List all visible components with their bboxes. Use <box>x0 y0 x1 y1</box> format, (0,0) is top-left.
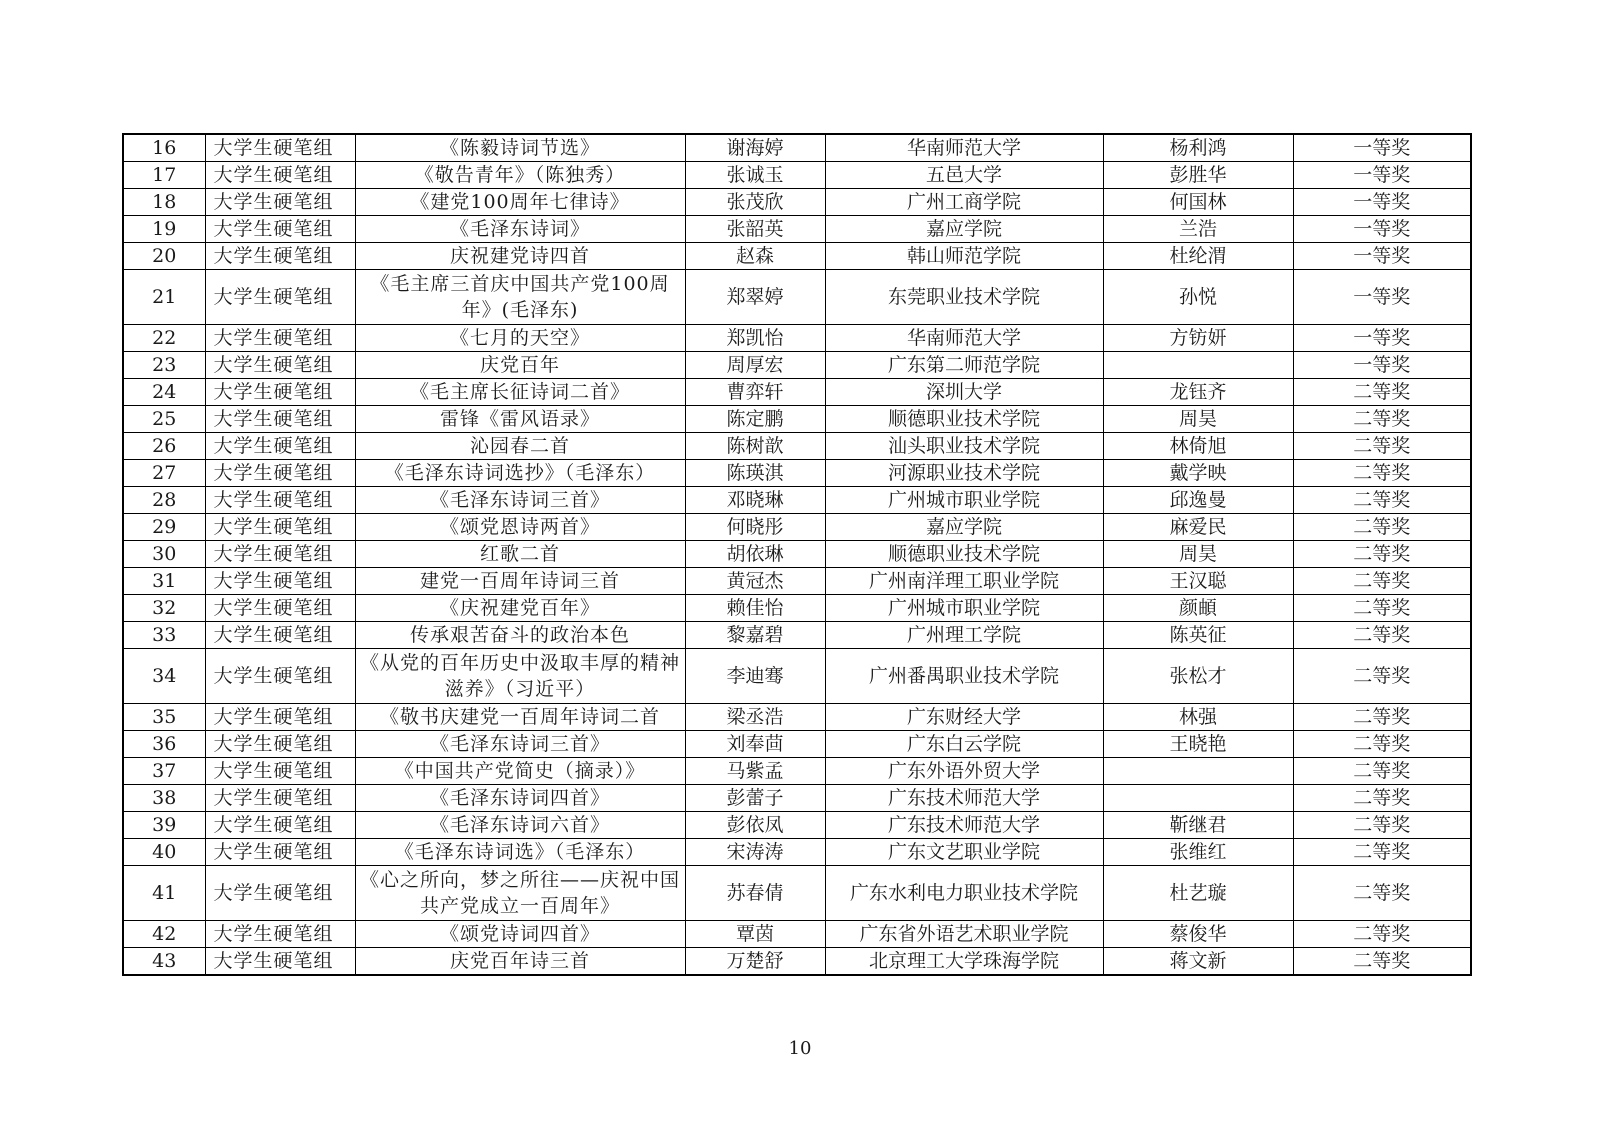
cell-school: 广东省外语艺术职业学院 <box>825 921 1103 948</box>
cell-award: 二等奖 <box>1293 649 1471 704</box>
cell-group: 大学生硬笔组 <box>205 325 355 352</box>
cell-author: 万楚舒 <box>685 948 825 976</box>
cell-school: 广州南洋理工职业学院 <box>825 568 1103 595</box>
cell-author: 邓晓琳 <box>685 487 825 514</box>
table-row <box>123 541 1471 568</box>
cell-group: 大学生硬笔组 <box>205 243 355 270</box>
cell-award: 二等奖 <box>1293 948 1471 976</box>
cell-author: 张诚玉 <box>685 162 825 189</box>
cell-award: 二等奖 <box>1293 704 1471 731</box>
cell-author: 黎嘉碧 <box>685 622 825 649</box>
cell-work-title: 《毛主席三首庆中国共产党100周年》(毛泽东) <box>355 270 685 325</box>
table-row <box>123 406 1471 433</box>
cell-school: 华南师范大学 <box>825 134 1103 162</box>
cell-number: 22 <box>123 325 205 352</box>
cell-group: 大学生硬笔组 <box>205 460 355 487</box>
cell-teacher: 陈英征 <box>1103 622 1293 649</box>
cell-teacher <box>1103 758 1293 785</box>
cell-number: 28 <box>123 487 205 514</box>
cell-author: 张韶英 <box>685 216 825 243</box>
table-row <box>123 487 1471 514</box>
table-row <box>123 514 1471 541</box>
cell-award: 二等奖 <box>1293 514 1471 541</box>
cell-work-title: 红歌二首 <box>355 541 685 568</box>
cell-work-title: 建党一百周年诗词三首 <box>355 568 685 595</box>
cell-work-title: 《敬告青年》（陈独秀） <box>355 162 685 189</box>
cell-school: 广州城市职业学院 <box>825 487 1103 514</box>
cell-work-title: 《建党100周年七律诗》 <box>355 189 685 216</box>
table-row <box>123 189 1471 216</box>
cell-author: 周厚宏 <box>685 352 825 379</box>
cell-work-title: 《毛泽东诗词选抄》（毛泽东） <box>355 460 685 487</box>
cell-work-title: 《颂党恩诗两首》 <box>355 514 685 541</box>
cell-group: 大学生硬笔组 <box>205 921 355 948</box>
cell-group: 大学生硬笔组 <box>205 622 355 649</box>
cell-work-title: 《敬书庆建党一百周年诗词二首 <box>355 704 685 731</box>
table-row <box>123 325 1471 352</box>
table-row <box>123 162 1471 189</box>
cell-award: 二等奖 <box>1293 839 1471 866</box>
cell-group: 大学生硬笔组 <box>205 785 355 812</box>
cell-group: 大学生硬笔组 <box>205 568 355 595</box>
cell-author: 梁丞浩 <box>685 704 825 731</box>
cell-award: 二等奖 <box>1293 731 1471 758</box>
cell-school: 嘉应学院 <box>825 216 1103 243</box>
cell-work-title: 《毛泽东诗词三首》 <box>355 731 685 758</box>
cell-school: 广州城市职业学院 <box>825 595 1103 622</box>
cell-award: 一等奖 <box>1293 216 1471 243</box>
cell-award: 二等奖 <box>1293 921 1471 948</box>
cell-work-title: 《毛泽东诗词选》（毛泽东） <box>355 839 685 866</box>
cell-number: 36 <box>123 731 205 758</box>
table-row <box>123 622 1471 649</box>
cell-group: 大学生硬笔组 <box>205 379 355 406</box>
table-row <box>123 134 1471 162</box>
cell-award: 一等奖 <box>1293 243 1471 270</box>
cell-author: 陈定鹏 <box>685 406 825 433</box>
cell-award: 二等奖 <box>1293 433 1471 460</box>
cell-award: 一等奖 <box>1293 352 1471 379</box>
cell-teacher: 王汉聪 <box>1103 568 1293 595</box>
cell-work-title: 《毛泽东诗词》 <box>355 216 685 243</box>
cell-group: 大学生硬笔组 <box>205 270 355 325</box>
cell-teacher: 杜艺璇 <box>1103 866 1293 921</box>
cell-teacher: 蔡俊华 <box>1103 921 1293 948</box>
table-row <box>123 379 1471 406</box>
cell-school: 北京理工大学珠海学院 <box>825 948 1103 976</box>
cell-author: 曹弈轩 <box>685 379 825 406</box>
cell-teacher <box>1103 352 1293 379</box>
cell-work-title: 《从党的百年历史中汲取丰厚的精神滋养》（习近平） <box>355 649 685 704</box>
table-row <box>123 352 1471 379</box>
cell-work-title: 《庆祝建党百年》 <box>355 595 685 622</box>
table-row <box>123 270 1471 325</box>
page-number: 10 <box>788 1038 812 1059</box>
cell-work-title: 《陈毅诗词节选》 <box>355 134 685 162</box>
cell-group: 大学生硬笔组 <box>205 514 355 541</box>
cell-award: 一等奖 <box>1293 270 1471 325</box>
cell-group: 大学生硬笔组 <box>205 595 355 622</box>
cell-number: 20 <box>123 243 205 270</box>
cell-number: 33 <box>123 622 205 649</box>
cell-work-title: 《毛泽东诗词三首》 <box>355 487 685 514</box>
cell-work-title: 《毛主席长征诗词二首》 <box>355 379 685 406</box>
cell-number: 39 <box>123 812 205 839</box>
cell-number: 35 <box>123 704 205 731</box>
cell-school: 广东水利电力职业技术学院 <box>825 866 1103 921</box>
cell-school: 顺德职业技术学院 <box>825 541 1103 568</box>
cell-group: 大学生硬笔组 <box>205 487 355 514</box>
cell-author: 李迪骞 <box>685 649 825 704</box>
cell-number: 32 <box>123 595 205 622</box>
cell-author: 彭依凤 <box>685 812 825 839</box>
table-row <box>123 785 1471 812</box>
cell-teacher: 邱逸曼 <box>1103 487 1293 514</box>
cell-teacher: 戴学映 <box>1103 460 1293 487</box>
cell-work-title: 庆党百年 <box>355 352 685 379</box>
cell-work-title: 《毛泽东诗词四首》 <box>355 785 685 812</box>
cell-number: 21 <box>123 270 205 325</box>
cell-group: 大学生硬笔组 <box>205 839 355 866</box>
cell-number: 19 <box>123 216 205 243</box>
cell-school: 广州理工学院 <box>825 622 1103 649</box>
cell-teacher: 方钫妍 <box>1103 325 1293 352</box>
cell-number: 24 <box>123 379 205 406</box>
cell-group: 大学生硬笔组 <box>205 812 355 839</box>
cell-work-title: 庆祝建党诗四首 <box>355 243 685 270</box>
cell-group: 大学生硬笔组 <box>205 189 355 216</box>
cell-teacher: 龙钰齐 <box>1103 379 1293 406</box>
cell-teacher: 彭胜华 <box>1103 162 1293 189</box>
cell-number: 23 <box>123 352 205 379</box>
cell-number: 41 <box>123 866 205 921</box>
table-row <box>123 649 1471 704</box>
table-row <box>123 839 1471 866</box>
cell-author: 郑凯怡 <box>685 325 825 352</box>
cell-work-title: 庆党百年诗三首 <box>355 948 685 976</box>
cell-school: 五邑大学 <box>825 162 1103 189</box>
table-row <box>123 812 1471 839</box>
cell-group: 大学生硬笔组 <box>205 649 355 704</box>
cell-award: 二等奖 <box>1293 487 1471 514</box>
cell-author: 赵森 <box>685 243 825 270</box>
cell-number: 16 <box>123 134 205 162</box>
cell-school: 韩山师范学院 <box>825 243 1103 270</box>
cell-author: 覃茵 <box>685 921 825 948</box>
cell-school: 广东文艺职业学院 <box>825 839 1103 866</box>
cell-work-title: 《中国共产党简史（摘录）》 <box>355 758 685 785</box>
cell-group: 大学生硬笔组 <box>205 758 355 785</box>
cell-group: 大学生硬笔组 <box>205 134 355 162</box>
cell-number: 30 <box>123 541 205 568</box>
cell-work-title: 《毛泽东诗词六首》 <box>355 812 685 839</box>
cell-teacher: 颜頔 <box>1103 595 1293 622</box>
award-table <box>122 133 1472 976</box>
cell-number: 31 <box>123 568 205 595</box>
cell-author: 张茂欣 <box>685 189 825 216</box>
cell-number: 25 <box>123 406 205 433</box>
award-rows <box>123 134 1471 975</box>
cell-award: 二等奖 <box>1293 758 1471 785</box>
cell-award: 一等奖 <box>1293 189 1471 216</box>
cell-teacher: 周昊 <box>1103 406 1293 433</box>
cell-school: 华南师范大学 <box>825 325 1103 352</box>
cell-award: 二等奖 <box>1293 406 1471 433</box>
cell-school: 广东财经大学 <box>825 704 1103 731</box>
cell-number: 40 <box>123 839 205 866</box>
cell-teacher: 王晓艳 <box>1103 731 1293 758</box>
cell-author: 刘奉茴 <box>685 731 825 758</box>
cell-school: 深圳大学 <box>825 379 1103 406</box>
table-row <box>123 216 1471 243</box>
table-row <box>123 595 1471 622</box>
cell-school: 广东技术师范大学 <box>825 812 1103 839</box>
cell-author: 胡依琳 <box>685 541 825 568</box>
cell-teacher: 林强 <box>1103 704 1293 731</box>
cell-award: 二等奖 <box>1293 541 1471 568</box>
cell-teacher: 杨利鸿 <box>1103 134 1293 162</box>
cell-award: 一等奖 <box>1293 134 1471 162</box>
cell-teacher: 周昊 <box>1103 541 1293 568</box>
cell-award: 一等奖 <box>1293 162 1471 189</box>
cell-author: 谢海婷 <box>685 134 825 162</box>
cell-school: 广东第二师范学院 <box>825 352 1103 379</box>
table-row <box>123 921 1471 948</box>
cell-author: 马紫孟 <box>685 758 825 785</box>
cell-teacher: 兰浩 <box>1103 216 1293 243</box>
table-row <box>123 433 1471 460</box>
cell-group: 大学生硬笔组 <box>205 541 355 568</box>
cell-school: 广州番禺职业技术学院 <box>825 649 1103 704</box>
table-row <box>123 758 1471 785</box>
cell-author: 彭蕾子 <box>685 785 825 812</box>
cell-group: 大学生硬笔组 <box>205 216 355 243</box>
cell-number: 43 <box>123 948 205 976</box>
cell-number: 34 <box>123 649 205 704</box>
cell-work-title: 传承艰苦奋斗的政治本色 <box>355 622 685 649</box>
cell-award: 二等奖 <box>1293 866 1471 921</box>
table-row <box>123 460 1471 487</box>
table-row <box>123 948 1471 976</box>
cell-work-title: 《心之所向，梦之所往——庆祝中国共产党成立一百周年》 <box>355 866 685 921</box>
cell-work-title: 雷锋《雷风语录》 <box>355 406 685 433</box>
cell-teacher: 张松才 <box>1103 649 1293 704</box>
cell-number: 38 <box>123 785 205 812</box>
cell-work-title: 沁园春二首 <box>355 433 685 460</box>
cell-award: 一等奖 <box>1293 325 1471 352</box>
cell-author: 黄冠杰 <box>685 568 825 595</box>
cell-school: 河源职业技术学院 <box>825 460 1103 487</box>
cell-award: 二等奖 <box>1293 379 1471 406</box>
cell-school: 广东技术师范大学 <box>825 785 1103 812</box>
cell-teacher: 杜纶渭 <box>1103 243 1293 270</box>
cell-work-title: 《七月的天空》 <box>355 325 685 352</box>
table-row <box>123 704 1471 731</box>
cell-teacher: 蒋文新 <box>1103 948 1293 976</box>
cell-number: 27 <box>123 460 205 487</box>
cell-author: 郑翠婷 <box>685 270 825 325</box>
cell-group: 大学生硬笔组 <box>205 948 355 976</box>
cell-author: 何晓彤 <box>685 514 825 541</box>
cell-group: 大学生硬笔组 <box>205 731 355 758</box>
cell-teacher <box>1103 785 1293 812</box>
cell-number: 29 <box>123 514 205 541</box>
cell-teacher: 何国林 <box>1103 189 1293 216</box>
cell-award: 二等奖 <box>1293 460 1471 487</box>
cell-teacher: 张维红 <box>1103 839 1293 866</box>
cell-school: 广东白云学院 <box>825 731 1103 758</box>
cell-group: 大学生硬笔组 <box>205 866 355 921</box>
cell-group: 大学生硬笔组 <box>205 352 355 379</box>
table-row <box>123 243 1471 270</box>
cell-teacher: 孙悦 <box>1103 270 1293 325</box>
cell-school: 广州工商学院 <box>825 189 1103 216</box>
cell-award: 二等奖 <box>1293 785 1471 812</box>
cell-author: 赖佳怡 <box>685 595 825 622</box>
cell-number: 37 <box>123 758 205 785</box>
cell-award: 二等奖 <box>1293 812 1471 839</box>
cell-teacher: 林倚旭 <box>1103 433 1293 460</box>
cell-school: 汕头职业技术学院 <box>825 433 1103 460</box>
cell-group: 大学生硬笔组 <box>205 162 355 189</box>
cell-teacher: 麻爱民 <box>1103 514 1293 541</box>
cell-author: 陈瑛淇 <box>685 460 825 487</box>
cell-award: 二等奖 <box>1293 622 1471 649</box>
cell-number: 42 <box>123 921 205 948</box>
cell-group: 大学生硬笔组 <box>205 406 355 433</box>
cell-school: 嘉应学院 <box>825 514 1103 541</box>
cell-group: 大学生硬笔组 <box>205 433 355 460</box>
cell-award: 二等奖 <box>1293 595 1471 622</box>
cell-award: 二等奖 <box>1293 568 1471 595</box>
cell-number: 18 <box>123 189 205 216</box>
cell-author: 陈树歆 <box>685 433 825 460</box>
cell-work-title: 《颂党诗词四首》 <box>355 921 685 948</box>
cell-number: 17 <box>123 162 205 189</box>
table-row <box>123 866 1471 921</box>
cell-author: 苏春倩 <box>685 866 825 921</box>
table-row <box>123 568 1471 595</box>
cell-group: 大学生硬笔组 <box>205 704 355 731</box>
table-row <box>123 731 1471 758</box>
cell-number: 26 <box>123 433 205 460</box>
cell-author: 宋涛涛 <box>685 839 825 866</box>
cell-school: 东莞职业技术学院 <box>825 270 1103 325</box>
cell-school: 顺德职业技术学院 <box>825 406 1103 433</box>
cell-school: 广东外语外贸大学 <box>825 758 1103 785</box>
cell-teacher: 靳继君 <box>1103 812 1293 839</box>
